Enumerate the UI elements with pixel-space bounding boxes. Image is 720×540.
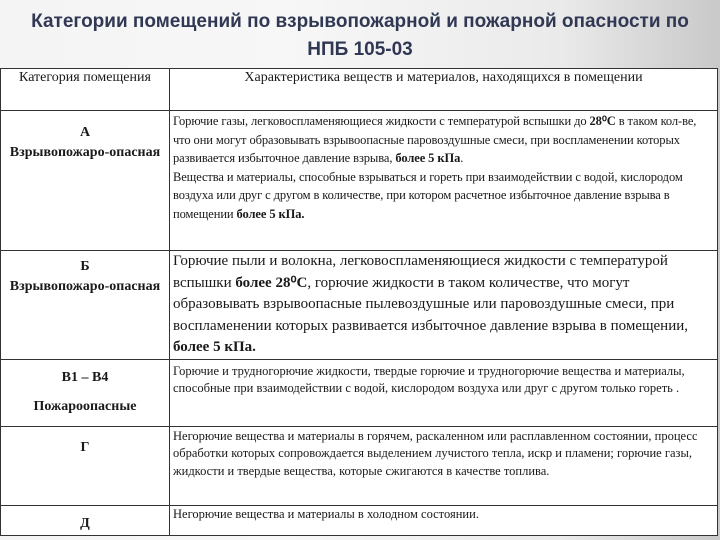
desc-emphasis: более 5 кПа. bbox=[236, 206, 305, 221]
desc-emphasis: более 28⁰С bbox=[235, 274, 308, 291]
header-characteristic: Характеристика веществ и материалов, находящихся в помещении bbox=[170, 69, 718, 111]
category-name: Взрывопожаро-опасная bbox=[9, 145, 161, 160]
category-cell bbox=[1, 426, 170, 505]
category-description: Негорючие вещества и материалы в холодном состоянии. bbox=[170, 505, 718, 535]
categories-table bbox=[0, 68, 718, 536]
desc-text: в таком кол-ве, что они могут образовывать взрывоопасные паровоздушные смеси, при воспламенении которых развивается избыточное давление взрыва, bbox=[173, 114, 697, 165]
table-row bbox=[1, 505, 718, 535]
category-description: Негорючие вещества и материалы в горячем, раскаленном или расплавленном состоянии, процесс обработки которых сопровождается выделением лучистого тепла, искр и пламени; горючие газы, жидкости и твердые вещества, которые сжигаются в качестве топлива. bbox=[170, 426, 718, 505]
category-letter: Б bbox=[80, 259, 90, 274]
category-description bbox=[170, 251, 718, 360]
desc-text: Вещества и материалы, способные взрываться и гореть при взаимодействии с водой, кислородом воздуха или друг с другом в количестве, при котором расчетное избыточное давление взрыва в помещении bbox=[173, 169, 683, 221]
category-name: Пожароопасные bbox=[33, 398, 137, 414]
category-description: Горючие и трудногорючие жидкости, твердые горючие и трудногорючие вещества и материалы, способные при взаимодействии с водой, кислородом воздуха или друг с другом только гореть . bbox=[170, 359, 718, 426]
desc-text: . bbox=[460, 151, 464, 165]
page-title: Категории помещений по взрывопожарной и пожарной опасности по НПБ 105-03 bbox=[31, 11, 689, 60]
category-letter: А bbox=[79, 125, 91, 140]
category-name: Взрывопожаро-опасная bbox=[9, 279, 161, 294]
category-letter: Г bbox=[80, 439, 90, 455]
table-row bbox=[1, 111, 718, 251]
category-cell bbox=[1, 359, 170, 426]
category-letter: В1 – В4 bbox=[61, 369, 109, 385]
header-category: Категория помещения bbox=[1, 69, 170, 111]
category-cell bbox=[1, 111, 170, 251]
table-row bbox=[1, 251, 718, 360]
desc-emphasis: 28⁰С bbox=[589, 114, 616, 128]
table-row bbox=[1, 359, 718, 426]
desc-text: Горючие пыли и волокна, легковоспламеняющиеся жидкости с температурой вспышки bbox=[173, 253, 668, 291]
desc-text: Горючие газы, легковоспламеняющиеся жидкости с температурой вспышки до bbox=[173, 114, 590, 128]
category-description bbox=[170, 111, 718, 251]
desc-emphasis: более 5 кПа. bbox=[173, 339, 256, 355]
category-cell bbox=[1, 251, 170, 360]
desc-emphasis: более 5 кПа bbox=[395, 151, 461, 165]
table-header-row bbox=[1, 69, 718, 111]
category-cell bbox=[1, 505, 170, 535]
category-letter: Д bbox=[80, 515, 90, 531]
desc-text: , горючие жидкости в таком количестве, что могут образовывать взрывоопасные пылевоздушные или паровоздушные смеси, при воспламенении которых развивается избыточное давление взрыва в помещении, bbox=[173, 274, 689, 334]
table-row bbox=[1, 426, 718, 505]
